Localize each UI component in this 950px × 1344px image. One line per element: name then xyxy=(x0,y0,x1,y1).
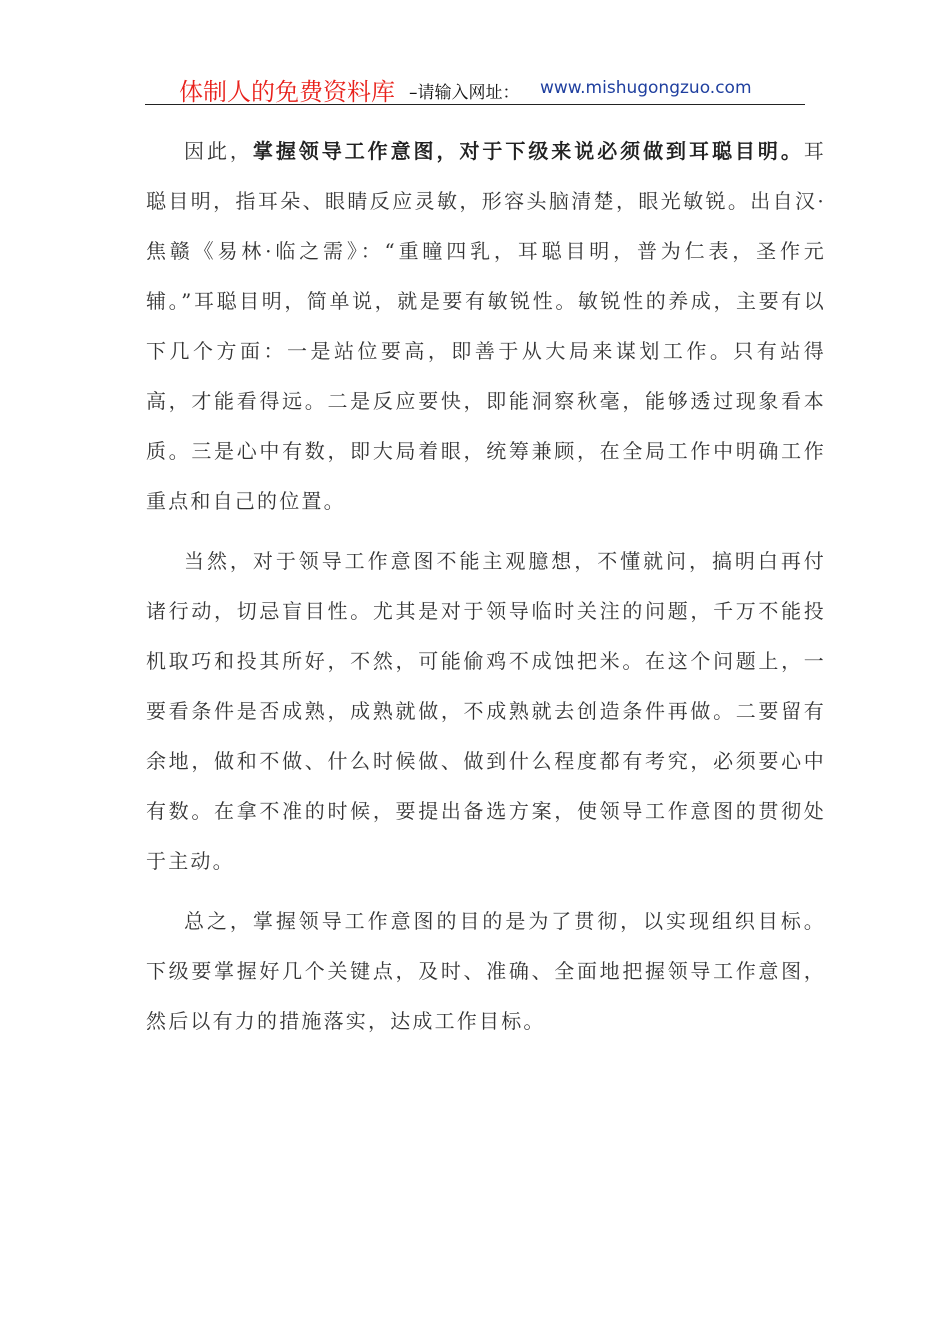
page-header xyxy=(145,70,805,105)
document-body xyxy=(146,126,826,1046)
site-name: 体制人的免费资料库 xyxy=(179,78,395,106)
paragraph-2: 当然，对于领导工作意图不能主观臆想，不懂就问，搞明白再付诸行动，切忌盲目性。尤其是对于领导临时关注的问题，千万不能投机取巧和投其所好，不然，可能偷鸡不成蚀把米。在这个问题上，一要看条件是否成熟，成熟就做，不成熟就去创造条件再做。二要留有余地，做和不做、什么时候做、做到什么程度都有考究，必须要心中有数。在拿不准的时候，要提出备选方案，使领导工作意图的贯彻处于主动。 xyxy=(146,549,826,873)
paragraph-3: 总之，掌握领导工作意图的目的是为了贯彻，以实现组织目标。下级要掌握好几个关键点，及时、准确、全面地把握领导工作意图，然后以有力的措施落实，达成工作目标。 xyxy=(146,909,826,1033)
site-url-link[interactable]: www.mishugongzuo.com xyxy=(540,78,752,98)
paragraph-1 xyxy=(146,126,826,526)
paragraph-1-body: 耳聪目明，指耳朵、眼睛反应灵敏，形容头脑清楚，眼光敏锐。出自汉·焦赣《易林·临之需》：“重瞳四乳，耳聪目明，普为仁表，圣作元辅。”耳聪目明，简单说，就是要有敏锐性。敏锐性的养成，主要有以下几个方面：一是站位要高，即善于从大局来谋划工作。只有站得高，才能看得远。二是反应要快，即能洞察秋毫，能够透过现象看本质。三是心中有数，即大局着眼，统筹兼顾，在全局工作中明确工作重点和自己的位置。 xyxy=(146,139,826,513)
url-prompt: –请输入网址： xyxy=(409,83,520,103)
paragraph-1-lead: 因此， xyxy=(184,139,253,163)
paragraph-1-emphasis: 掌握领导工作意图，对于下级来说必须做到耳聪目明。 xyxy=(252,139,804,163)
